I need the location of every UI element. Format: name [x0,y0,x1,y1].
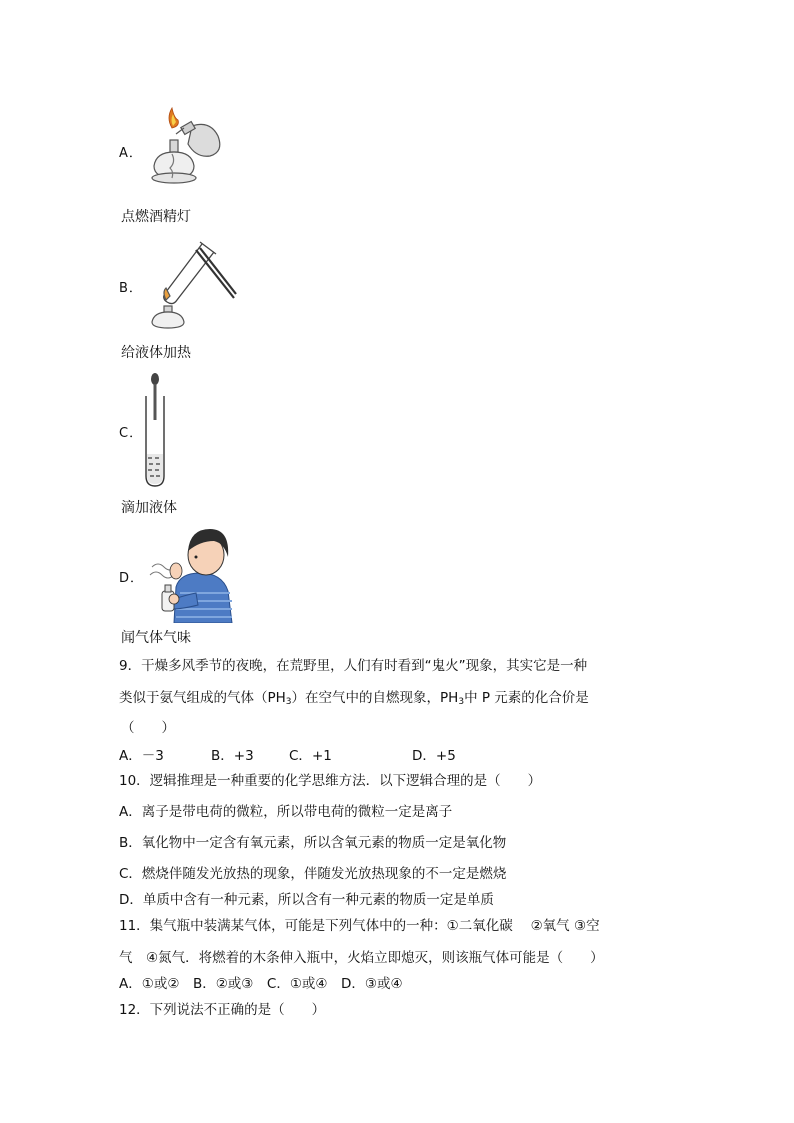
q9-choice-d: D．+5 [412,748,456,764]
smelling-gas-figure [146,527,234,623]
q9-choice-b: B．+3 [211,748,254,764]
option-a-caption: 点燃酒精灯 [121,209,191,225]
option-c-caption: 滴加液体 [121,500,177,516]
dropping-liquid-figure [140,372,170,490]
heating-liquid-figure [144,236,240,332]
q9-line2: 类似于氨气组成的气体$(PH_3)$在空气中的自燃现象，$PH_3$中 P 元素的化合价是 [119,690,589,707]
q11-choices: A．①或② B．②或③ C．①或④ D．③或④ [119,976,403,992]
q9-line1: 9．干燥多风季节的夜晚，在荒野里，人们有时看到“鬼火”现象，其实它是一种 [119,658,588,674]
option-d-letter: D． [119,571,145,586]
q10-choice-c: C．燃烧伴随发光放热的现象，伴随发光放热现象的不一定是燃烧 [119,866,507,882]
q9-choice-a: A．－3 [119,748,164,764]
q10-choice-b: B．氧化物中一定含有氧元素，所以含氧元素的物质一定是氧化物 [119,835,507,851]
option-b-letter: B． [119,281,143,296]
q9-blank: （ ） [121,720,175,736]
q10-choice-d: D．单质中含有一种元素，所以含有一种元素的物质一定是单质 [119,892,494,908]
q9-choice-c: C．+1 [289,748,332,764]
option-b-caption: 给液体加热 [121,345,191,361]
option-a-letter: A． [119,146,143,161]
option-c-letter: C． [119,426,144,441]
q10-stem: 10．逻辑推理是一种重要的化学思维方法．以下逻辑合理的是（ ） [119,773,542,789]
q11-line1: 11．集气瓶中装满某气体，可能是下列气体中的一种：①二氧化碳 ②氧气 ③空 [119,918,600,934]
q10-choice-a: A．离子是带电荷的微粒，所以带电荷的微粒一定是离子 [119,804,453,820]
q12-stem: 12．下列说法不正确的是（ ） [119,1002,326,1018]
option-d-caption: 闻气体气味 [121,630,191,646]
alcohol-lamp-lighting-figure [146,104,222,192]
q11-line2: 气 ④氮气．将燃着的木条伸入瓶中，火焰立即熄灭，则该瓶气体可能是（ ） [119,950,604,966]
